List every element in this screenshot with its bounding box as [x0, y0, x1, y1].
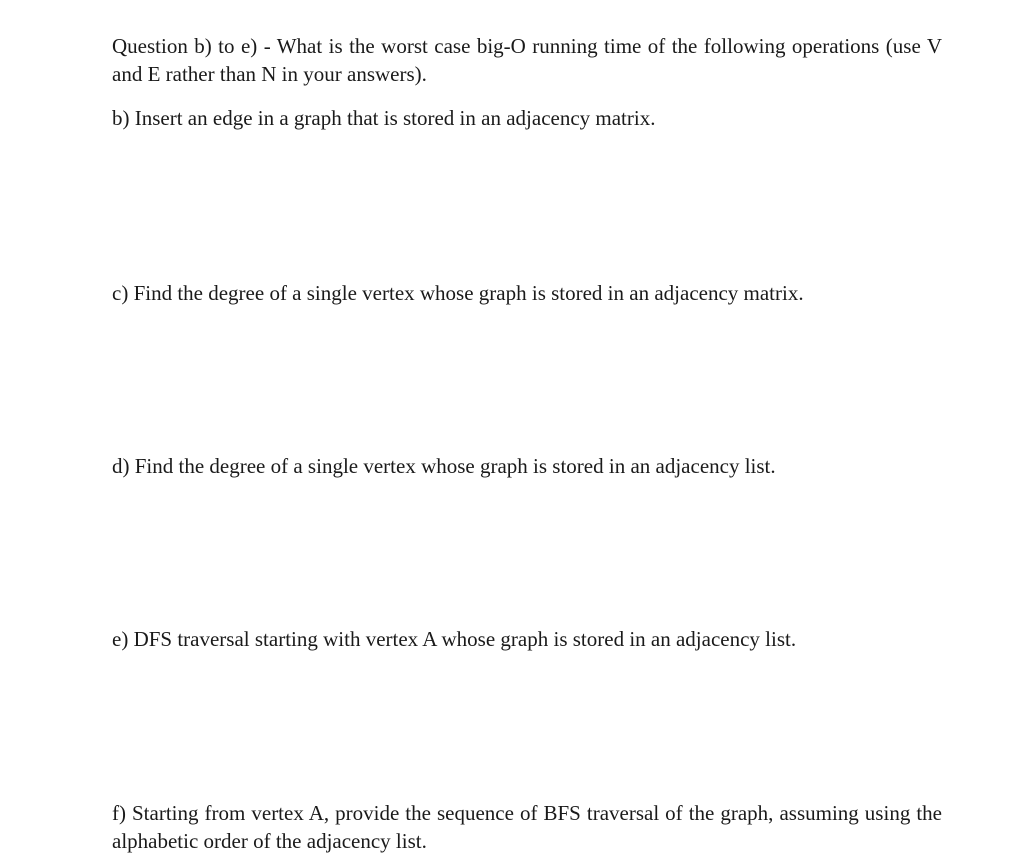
- question-intro: Question b) to e) - What is the worst case big-O running time of the following operations (use V and E rather than N in your answers).: [112, 34, 942, 86]
- question-d: d) Find the degree of a single vertex whose graph is stored in an adjacency list.: [112, 454, 776, 478]
- question-b: b) Insert an edge in a graph that is stored in an adjacency matrix.: [112, 106, 656, 130]
- question-c: c) Find the degree of a single vertex whose graph is stored in an adjacency matrix.: [112, 281, 804, 305]
- question-f: f) Starting from vertex A, provide the sequence of BFS traversal of the graph, assuming using the alphabetic order of the adjacency list.: [112, 801, 942, 853]
- question-e: e) DFS traversal starting with vertex A whose graph is stored in an adjacency list.: [112, 627, 797, 651]
